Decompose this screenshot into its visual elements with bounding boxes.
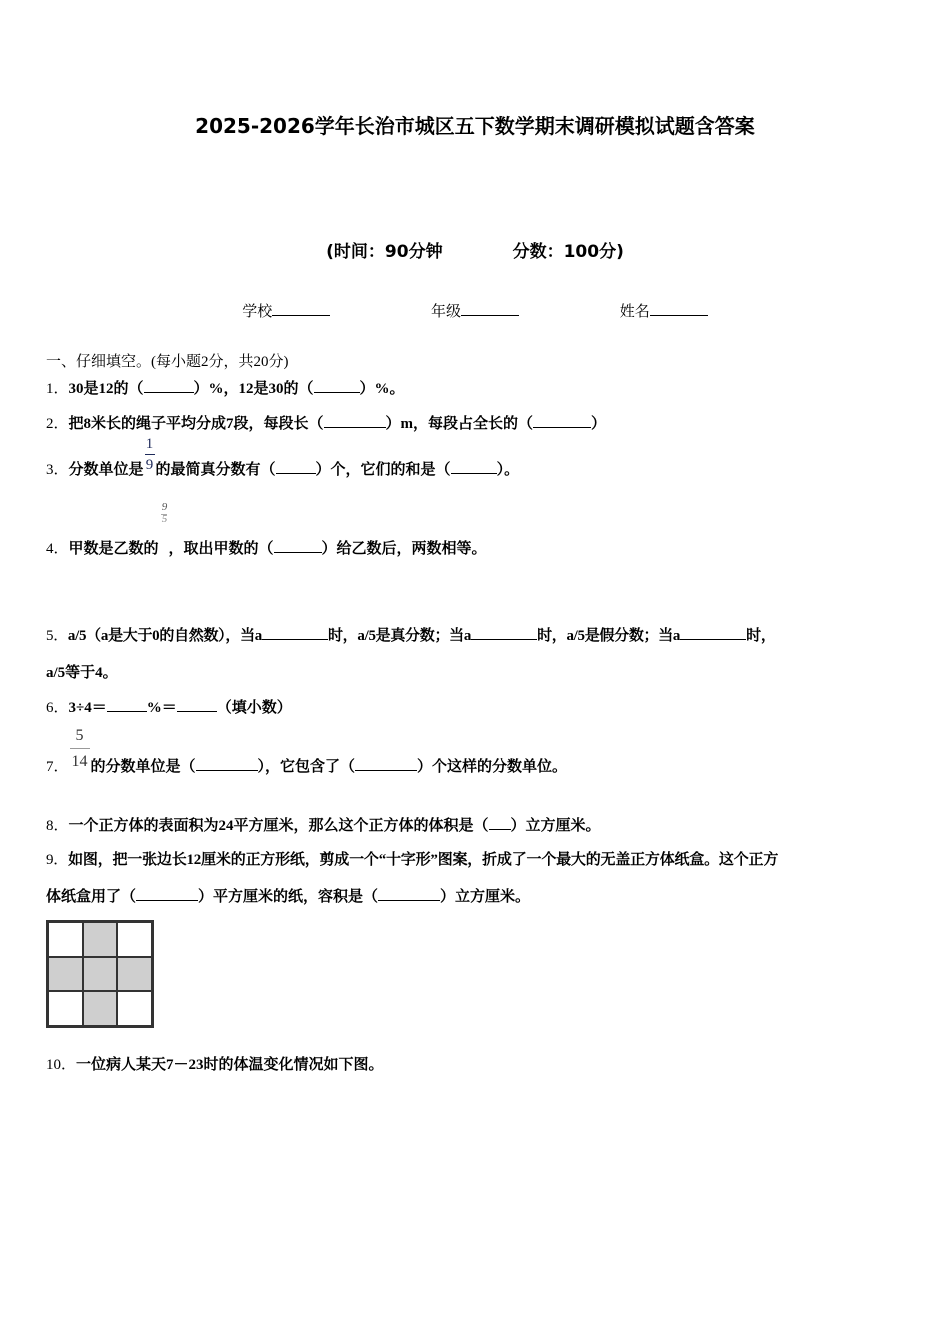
answer-blank[interactable] [262,625,328,640]
figure-cell-corner [117,922,152,957]
time-label: (时间：90分钟 [326,242,443,262]
question-text: 分数单位是 [68,462,144,478]
question-text: ）%，12是30的（ [193,381,314,397]
grade-label: 年级 [430,302,461,320]
answer-blank[interactable] [489,815,511,830]
grade-blank[interactable] [461,301,519,316]
answer-blank[interactable] [144,378,194,393]
school-blank[interactable] [272,301,330,316]
answer-blank[interactable] [355,756,417,771]
answer-blank[interactable] [196,756,258,771]
question-text: ）给乙数后，两数相等。 [321,541,487,557]
question-number: 8． [46,818,69,834]
fraction-denominator: 5 [161,513,168,525]
question-text: ）%。 [359,381,405,397]
question-text: ）立方厘米。 [510,818,601,834]
question-text: 甲数是乙数的 [68,541,159,557]
answer-blank[interactable] [680,625,746,640]
figure-cell-corner [48,991,83,1026]
figure-cell-shaded [117,957,152,992]
question-number: 3． [46,462,69,478]
question-text: ） [591,416,607,432]
question-number: 9． [46,852,69,868]
question-text: 把8米长的绳子平均分成7段，每段长（ [68,416,324,432]
question-text: ）平方厘米的纸，容积是（ [198,889,379,905]
answer-blank[interactable] [451,459,497,474]
figure-cell-shaded [83,957,118,992]
answer-blank[interactable] [107,697,147,712]
school-label: 学校 [242,302,273,320]
question-text: ）m，每段占全长的（ [385,416,534,432]
fraction-denominator: 9 [145,457,154,473]
question-text: 体纸盒用了（ [46,889,137,905]
question-number: 6． [46,700,69,716]
name-blank[interactable] [650,301,708,316]
school-field[interactable] [242,300,330,321]
exam-meta [0,237,950,262]
question-text: 如图，把一张边长12厘米的正方形纸，剪成一个“十字形”图案，折成了一个最大的无盖正方体纸盒。这个正方 [68,852,779,868]
fraction-five-fourteenths [69,727,91,771]
score-label: 分数：100分) [512,242,624,262]
answer-blank[interactable] [177,697,217,712]
question-text: 时， [746,628,776,644]
question-text: 时，a/5是真分数；当a [327,628,472,644]
question-5 [46,624,776,645]
question-number: 10． [46,1057,77,1073]
question-text: ）个，它们的和是（ [315,462,451,478]
answer-blank[interactable] [378,886,440,901]
grade-field[interactable] [431,300,519,321]
answer-blank[interactable] [274,538,322,553]
question-2 [46,412,606,433]
fraction-numerator: 9 [161,501,168,513]
question-text: 30是12的（ [68,381,144,397]
fraction-numerator: 5 [75,727,84,744]
question-text: 一位病人某天7－23时的体温变化情况如下图。 [76,1057,384,1073]
question-text: ）个这样的分数单位。 [417,759,568,775]
figure-cell-shaded [83,991,118,1026]
question-1 [46,377,405,398]
answer-blank[interactable] [314,378,360,393]
answer-blank[interactable] [136,886,198,901]
question-text: a/5（a是大于0的自然数），当a [67,628,262,644]
page-title: 2025-2026学年长治市城区五下数学期末调研模拟试题含答案 [195,114,755,138]
question-6 [46,696,292,717]
figure-cell-corner [48,922,83,957]
answer-blank[interactable] [324,413,386,428]
question-number: 4． [46,541,69,557]
answer-blank[interactable] [276,459,316,474]
section-heading: 一、仔细填空。(每小题2分，共20分) [46,354,289,370]
question-4 [46,501,487,558]
question-text: ，取出甲数的（ [168,541,274,557]
fraction-one-ninth [144,436,156,474]
question-text: %＝ [146,700,177,716]
fraction-numerator: 1 [145,436,154,452]
figure-cell-shaded [83,922,118,957]
name-field[interactable] [620,300,708,321]
question-8 [46,814,601,835]
student-info [0,300,950,321]
figure-cell-shaded [48,957,83,992]
question-text: 的分数单位是（ [90,759,196,775]
answer-blank[interactable] [533,413,591,428]
fraction-denominator: 14 [71,753,88,770]
question-text: （填小数） [216,700,292,716]
question-number: 7． [46,759,69,775]
question-7 [46,727,568,776]
figure-cell-corner [117,991,152,1026]
question-text: 时，a/5是假分数；当a [537,628,681,644]
question-text: 一个正方体的表面积为24平方厘米，那么这个正方体的体积是（ [68,818,489,834]
fraction-nine-fifths [159,501,169,553]
question-3 [46,436,520,479]
question-number: 1． [46,381,69,397]
question-text: 3÷4＝ [68,700,107,716]
question-text: 的最简真分数有（ [155,462,276,478]
answer-blank[interactable] [471,625,537,640]
question-5-cont: a/5等于4。 [46,665,118,681]
question-number: 2． [46,416,69,432]
question-text: ）立方厘米。 [440,889,531,905]
question-10 [46,1053,384,1074]
question-9 [46,848,778,869]
cross-shape-figure [46,920,154,1028]
question-number: 5． [46,628,68,644]
question-text: ）。 [496,462,520,478]
question-text: ），它包含了（ [257,759,356,775]
name-label: 姓名 [619,302,650,320]
question-9-cont [46,885,530,906]
